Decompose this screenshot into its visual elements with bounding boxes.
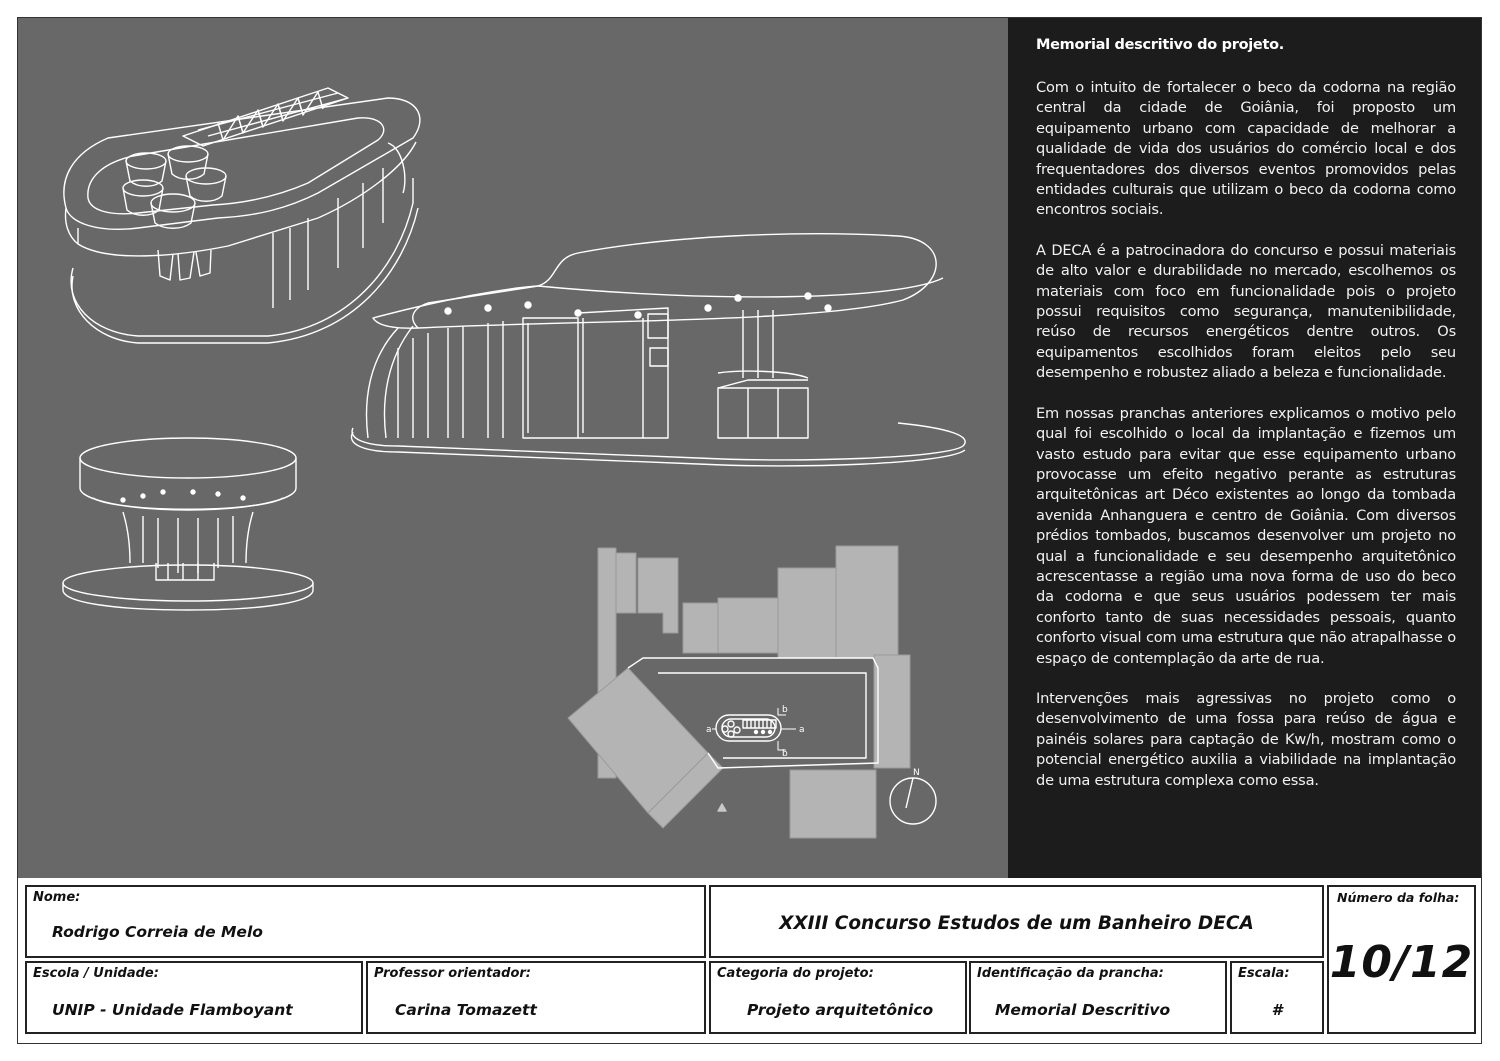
school-cell	[25, 961, 363, 1034]
category-label: Categoria do projeto:	[717, 966, 874, 981]
school-label: Escola / Unidade:	[33, 966, 159, 981]
memorial-paragraph: Intervenções mais agressivas no projeto como o desenvolvimento de uma fossa para reúso de água e painéis solares para captação de Kw/h, mostram como o potencial energético auxilia a viabilidade na implantação de uma estrutura complexa como essa.	[1036, 689, 1456, 789]
section-mark-b-bottom: b	[782, 749, 788, 759]
perspective-view-middle	[351, 234, 965, 466]
section-mark-a-left: a	[706, 725, 712, 735]
sheet-number-cell	[1327, 885, 1476, 1034]
memorial-body	[1036, 78, 1456, 811]
scale-label: Escala:	[1238, 966, 1290, 981]
site-plan	[568, 546, 936, 838]
memorial-paragraph: A DECA é a patrocinadora do concurso e possui materiais de alto valor e durabilidade no mercado, escolhemos os materiais com foco em funcionalidade pois o projeto possui requisitos como segurança, manutenibilidade, reúso de recursos energéticos dentre outros. Os equipamentos escolhidos foram eleitos pelo seu desempenho e robustez aliado a beleza e funcionalidade.	[1036, 241, 1456, 382]
sheet-id-label: Identificação da prancha:	[977, 966, 1164, 981]
sheet-id-cell	[969, 961, 1227, 1034]
section-mark-a-right: a	[799, 725, 805, 735]
scale-cell	[1230, 961, 1324, 1034]
drawing-area	[18, 18, 1008, 878]
memorial-paragraph: Com o intuito de fortalecer o beco da codorna na região central da cidade de Goiânia, foi proposto um equipamento urbano com capacidade de melhorar a qualidade de vida dos usuários do comércio local e dos frequentadores dos diversos eventos promovidos pelas entidades culturais que utilizam o beco da codorna como encontros sociais.	[1036, 79, 1456, 219]
architectural-drawings	[18, 18, 1008, 878]
memorial-paragraph: Em nossas pranchas anteriores explicamos o motivo pelo qual foi escolhido o local da implantação e fizemos um vasto estudo para evitar que esse equipamento urbano provocasse um efeito negativo perante as estruturas arquitetônicas art Déco existentes ao longo da tombada avenida Anhanguera e centro de Goiânia. Com diversos prédios tombados, buscamos desenvolver um projeto no qual a funcionalidade e seu desempenho arquitetônico acrescentasse a região uma nova forma de uso do beco da codorna e que seus usuários podessem ter mais conforto tanto de suas necessidades pessoais, quanto conforto visual com uma estrutura que não atrapalhasse o espaço de contemplação da arte de rua.	[1036, 404, 1456, 667]
name-value: Rodrigo Correia de Melo	[52, 923, 263, 941]
category-value: Projeto arquitetônico	[747, 1001, 934, 1019]
advisor-label: Professor orientador:	[374, 966, 531, 981]
memorial-panel	[1008, 18, 1481, 878]
memorial-title: Memorial descritivo do projeto.	[1036, 37, 1284, 53]
sheet-number-value: 10/12	[1329, 937, 1474, 988]
sheet-id-value: Memorial Descritivo	[995, 1001, 1171, 1019]
perspective-view-bottom	[63, 438, 313, 610]
perspective-view-top	[64, 88, 420, 343]
contest-cell	[709, 885, 1324, 958]
name-label: Nome:	[33, 890, 81, 905]
category-cell	[709, 961, 967, 1034]
sheet-number-label: Número da folha:	[1337, 890, 1460, 905]
advisor-value: Carina Tomazett	[395, 1001, 537, 1019]
scale-value: #	[1271, 1001, 1283, 1019]
name-cell	[25, 885, 706, 958]
section-mark-b-top: b	[782, 705, 788, 715]
school-value: UNIP - Unidade Flamboyant	[52, 1001, 293, 1019]
contest-title: XXIII Concurso Estudos de um Banheiro DECA	[779, 913, 1254, 934]
north-label: N	[913, 768, 920, 778]
advisor-cell	[366, 961, 706, 1034]
